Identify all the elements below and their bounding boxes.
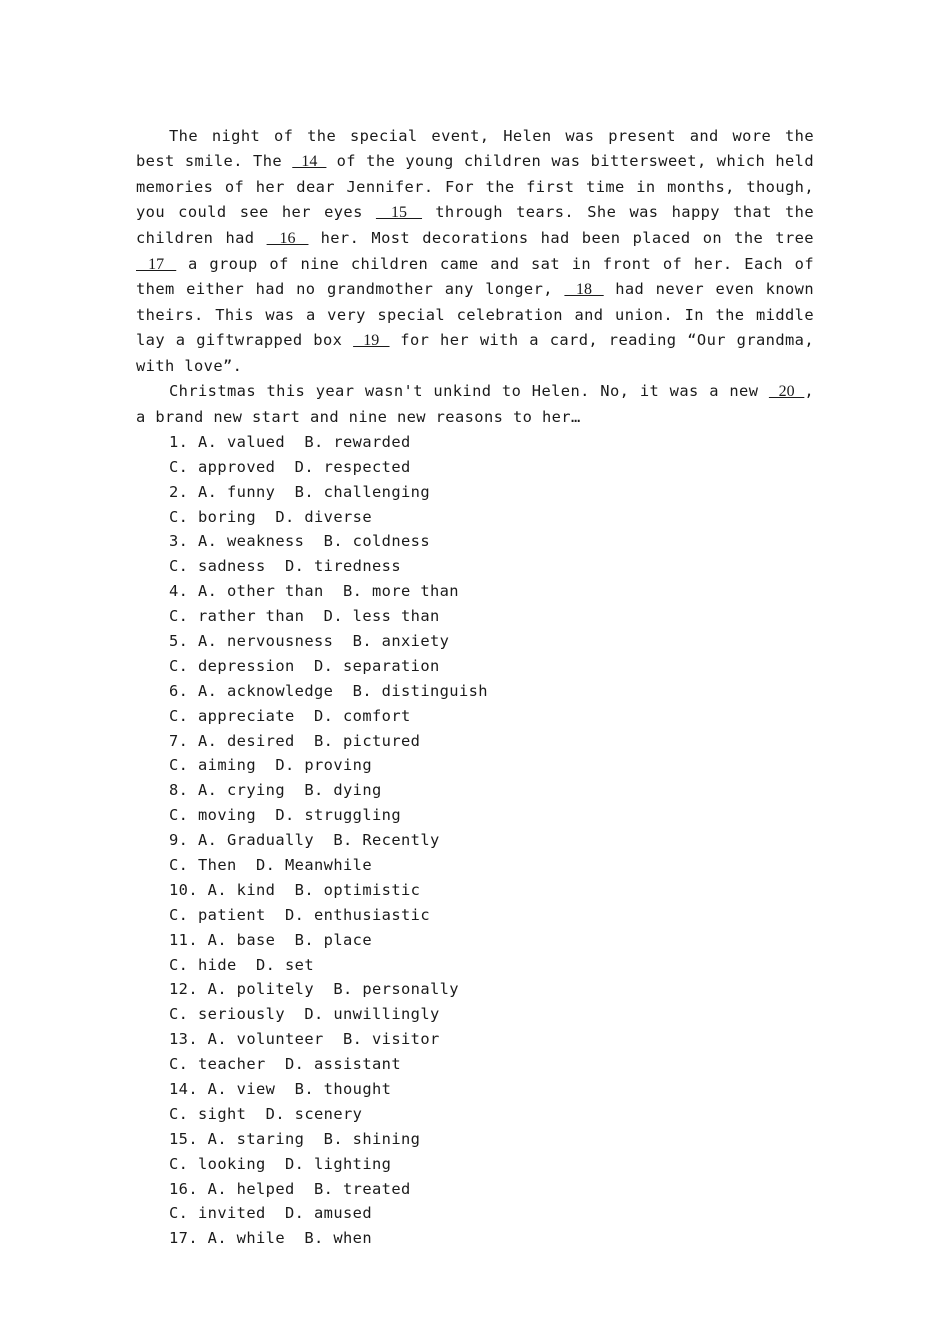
- passage-text: her. Most decorations had been placed on the tree: [308, 228, 814, 247]
- option-line: 7. A. desired B. pictured: [169, 731, 421, 750]
- blank-14: 14: [292, 152, 327, 170]
- passage-text: , a brand new start and nine new reasons to her…: [136, 382, 815, 426]
- option-line: C. sight D. scenery: [169, 1104, 363, 1123]
- option-line: C. Then D. Meanwhile: [169, 856, 372, 875]
- passage-paragraph-1: [136, 124, 814, 379]
- option-line: 16. A. helped B. treated: [169, 1179, 411, 1198]
- blank-17: 17: [136, 255, 177, 273]
- option-line: C. seriously D. unwillingly: [169, 1005, 440, 1024]
- passage-paragraph-2: [136, 379, 814, 430]
- option-line: C. looking D. lighting: [169, 1154, 392, 1173]
- blank-18: 18: [564, 281, 604, 299]
- passage-text: Christmas this year wasn't unkind to Helen. No, it was a new: [169, 382, 769, 401]
- option-line: C. teacher D. assistant: [169, 1055, 401, 1074]
- answer-options-list: [136, 430, 814, 1251]
- blank-19: 19: [353, 332, 390, 350]
- option-line: 1. A. valued B. rewarded: [169, 432, 411, 451]
- option-line: C. patient D. enthusiastic: [169, 905, 430, 924]
- option-line: 10. A. kind B. optimistic: [169, 880, 421, 899]
- passage-text: for her with a card, reading “Our grandma, with love”.: [136, 331, 815, 376]
- option-line: 15. A. staring B. shining: [169, 1129, 421, 1148]
- option-line: 17. A. while B. when: [169, 1229, 372, 1248]
- option-line: 12. A. politely B. personally: [169, 980, 459, 999]
- passage-text: through tears. She was happy that the children had: [136, 202, 814, 247]
- option-line: C. aiming D. proving: [169, 756, 372, 775]
- passage-text: a group of nine children came and sat in front of her. Each of them either had no grandmother any longer,: [136, 254, 814, 299]
- option-line: 13. A. volunteer B. visitor: [169, 1030, 440, 1049]
- option-line: 4. A. other than B. more than: [169, 582, 459, 601]
- document-page: [136, 124, 814, 1251]
- blank-20: 20: [768, 383, 805, 401]
- option-line: C. hide D. set: [169, 955, 314, 974]
- blank-15: 15: [375, 203, 423, 221]
- passage-text: had never even known theirs. This was a very special celebration and union. In the middle lay a giftwrapped box: [136, 280, 814, 350]
- option-line: 6. A. acknowledge B. distinguish: [169, 681, 488, 700]
- blank-16: 16: [266, 229, 309, 247]
- option-line: 14. A. view B. thought: [169, 1080, 392, 1099]
- option-line: C. approved D. respected: [169, 457, 411, 476]
- option-line: 9. A. Gradually B. Recently: [169, 831, 440, 850]
- option-line: C. rather than D. less than: [169, 607, 440, 626]
- option-line: C. depression D. separation: [169, 656, 440, 675]
- option-line: 8. A. crying B. dying: [169, 781, 382, 800]
- option-line: 2. A. funny B. challenging: [169, 482, 430, 501]
- passage-text: of the young children was bittersweet, which held memories of her dear Jennifer. For the first time in months, though, you could see her eyes: [136, 151, 815, 221]
- option-line: C. boring D. diverse: [169, 507, 372, 526]
- option-line: C. moving D. struggling: [169, 806, 401, 825]
- passage-text: The night of the special event, Helen was present and wore the best smile. The: [136, 127, 814, 170]
- option-line: 5. A. nervousness B. anxiety: [169, 632, 450, 650]
- option-line: 3. A. weakness B. coldness: [169, 532, 430, 551]
- option-line: C. invited D. amused: [169, 1204, 372, 1223]
- option-line: C. sadness D. tiredness: [169, 557, 401, 576]
- option-line: 11. A. base B. place: [169, 930, 372, 949]
- option-line: C. appreciate D. comfort: [169, 706, 411, 725]
